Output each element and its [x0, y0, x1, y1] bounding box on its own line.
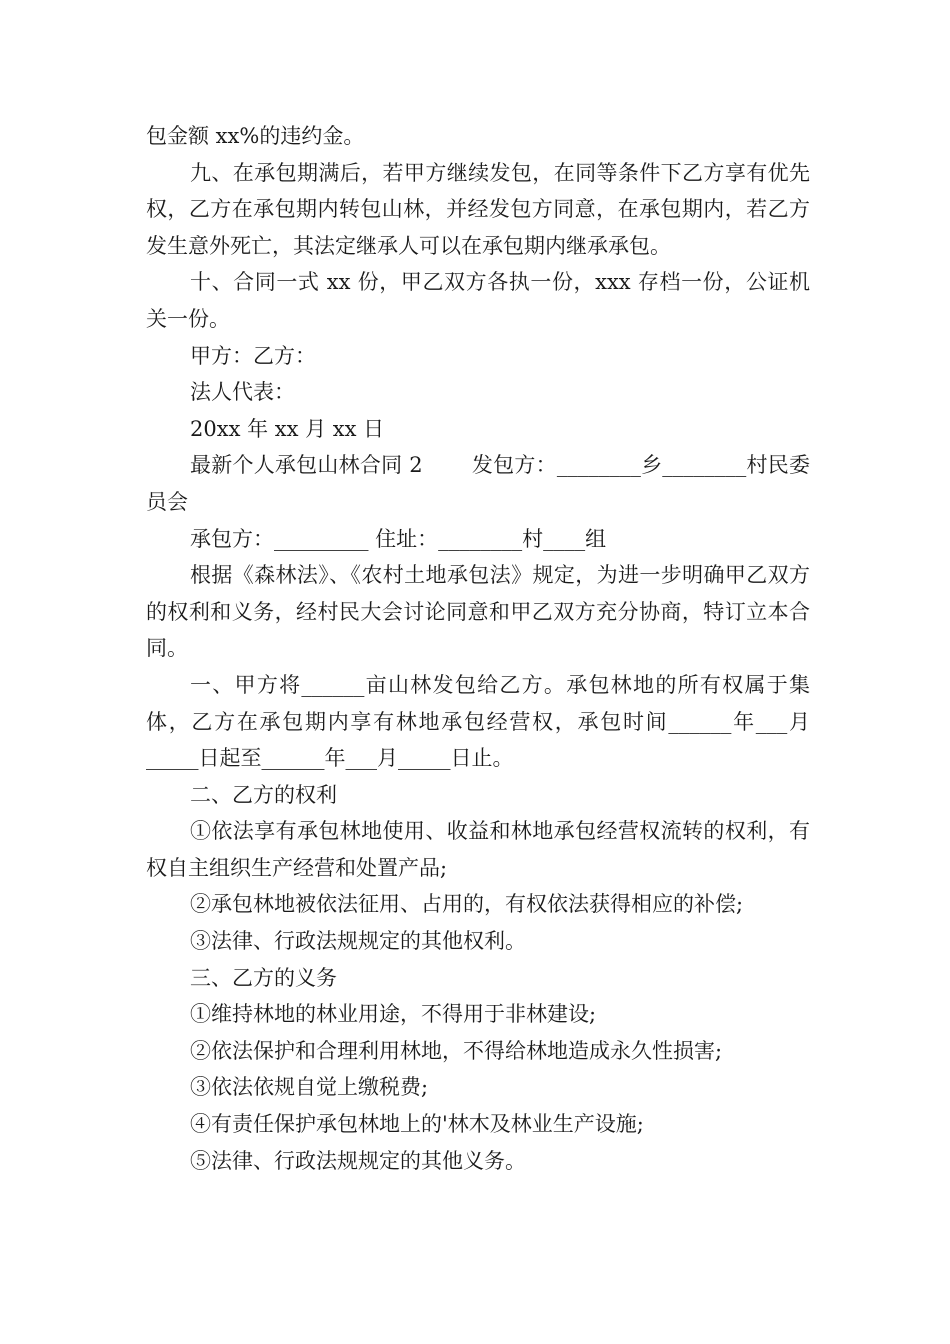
obligation-item-5: ⑤法律、行政法规规定的其他义务。 [190, 1148, 526, 1173]
right-item-2: ②承包林地被依法征用、占用的，有权依法获得相应的补偿; [190, 892, 744, 917]
section-heading-rights: 二、乙方的权利 [190, 782, 337, 807]
signature-date: 20xx 年 xx 月 xx 日 [190, 416, 385, 441]
obligation-item-4: ④有责任保护承包林地上的'林木及林业生产设施; [190, 1112, 644, 1137]
obligation-item-3: ③依法依规自觉上缴税费; [190, 1075, 429, 1100]
document-body [146, 118, 810, 1179]
right-item-3: ③法律、行政法规规定的其他权利。 [190, 929, 526, 954]
clause-nine: 九、在承包期满后，若甲方继续发包，在同等条件下乙方享有优先权，乙方在承包期内转包山林，并经发包方同意，在承包期内，若乙方发生意外死亡，其法定继承人可以在承包期内继承承包。 [146, 160, 810, 258]
paragraph-penalty-continuation: 包金额 xx%的违约金。 [146, 124, 365, 148]
obligation-item-2: ②依法保护和合理利用林地，不得给林地造成永久性损害; [190, 1038, 723, 1063]
obligation-item-1: ①维持林地的林业用途，不得用于非林建设; [190, 1002, 597, 1027]
preamble: 根据《森林法》、《农村土地承包法》规定，为进一步明确甲乙双方的权利和义务，经村民大会讨论同意和甲乙双方充分协商，特订立本合同。 [146, 563, 810, 661]
legal-representative: 法人代表： [190, 380, 295, 405]
contract-2-title-issuer: 最新个人承包山林合同 2 发包方：________乡________村民委员会 [146, 453, 810, 514]
clause-one: 一、甲方将______亩山林发包给乙方。承包林地的所有权属于集体，乙方在承包期内享有林地承包经营权，承包时间______年___月_____日起至______年___月_____日止。 [146, 672, 810, 771]
clause-ten: 十、合同一式 xx 份，甲乙双方各执一份，xxx 存档一份，公证机关一份。 [146, 270, 810, 331]
section-heading-obligations: 三、乙方的义务 [190, 965, 337, 990]
contractor-address: 承包方：_________ 住址：________村____组 [190, 526, 607, 551]
signature-parties: 甲方：乙方： [190, 343, 316, 368]
right-item-1: ①依法享有承包林地使用、收益和林地承包经营权流转的权利，有权自主组织生产经营和处置产品; [146, 819, 810, 880]
